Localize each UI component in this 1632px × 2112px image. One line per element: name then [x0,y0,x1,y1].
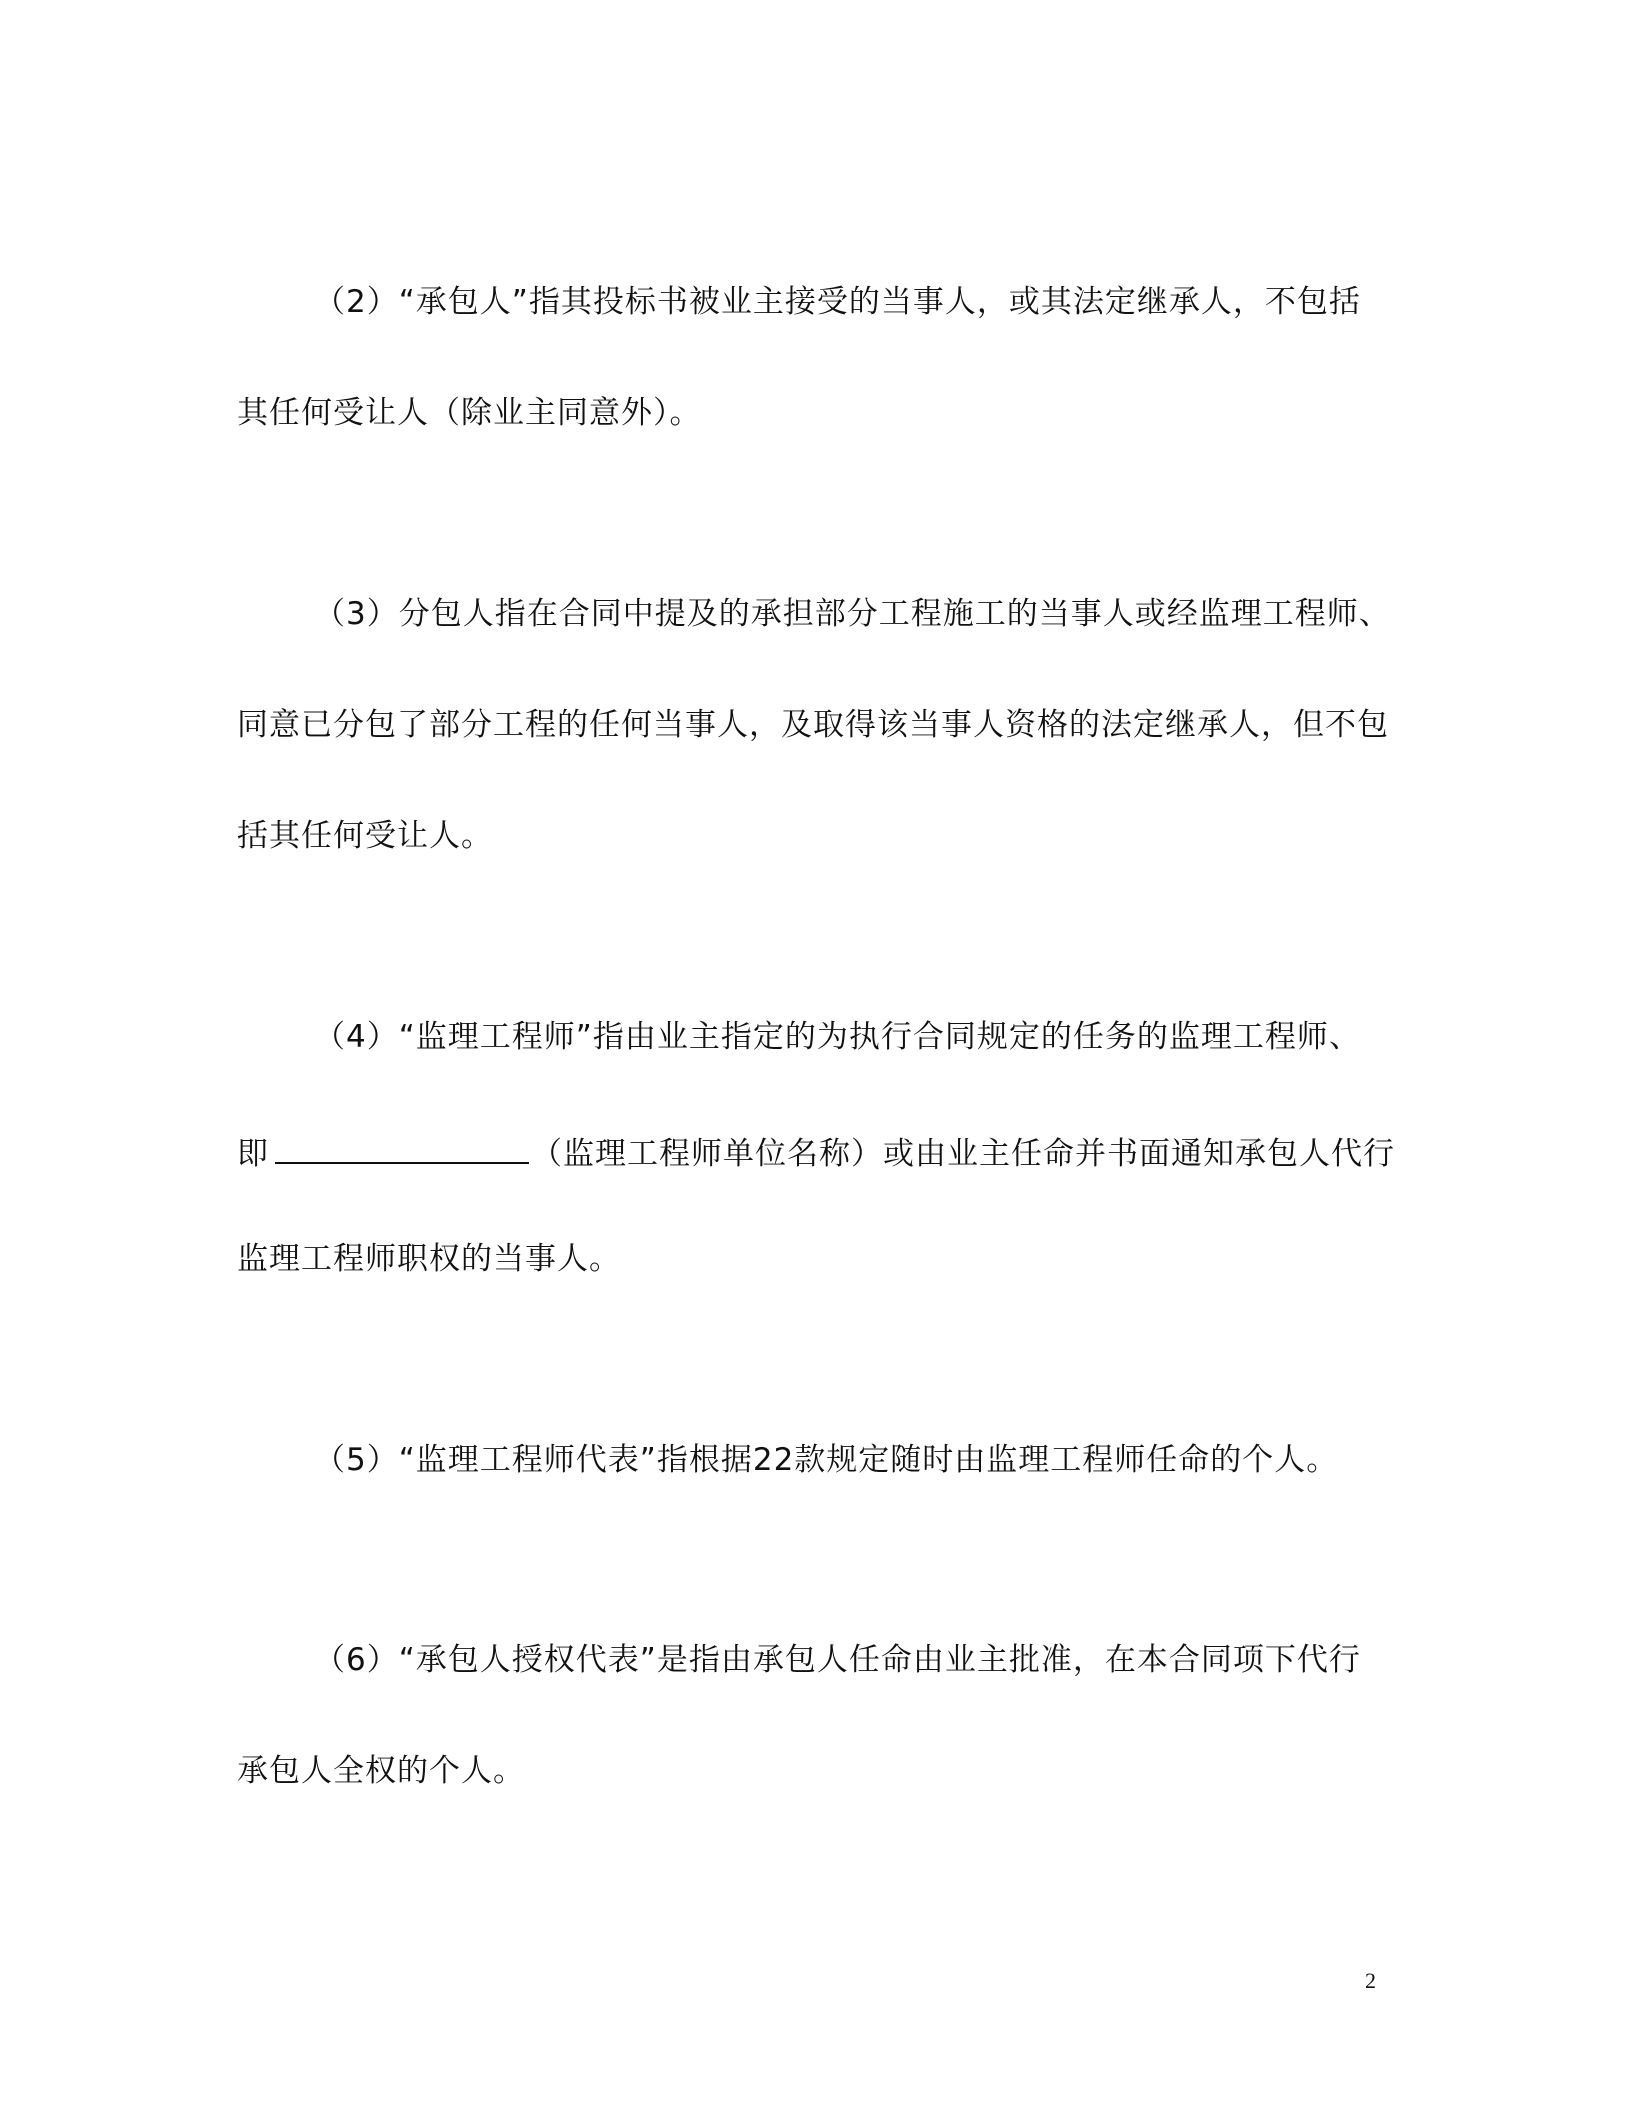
paragraph-6-line-2: 承包人全权的个人。 [237,1753,525,1789]
paragraph-2-line-1: （2）“承包人”指其投标书被业主接受的当事人，或其法定继承人，不包括 [314,284,1361,320]
fill-in-blank-line [275,1128,529,1164]
paragraph-2-line-2: 其任何受让人（除业主同意外）。 [237,395,702,431]
paragraph-4-line-2 [237,1128,1395,1174]
paragraph-6-line-1: （6）“承包人授权代表”是指由承包人任命由业主批准，在本合同项下代行 [314,1642,1361,1678]
paragraph-4-line-2-suffix: （监理工程师单位名称）或由业主任命并书面通知承包人代行 [531,1136,1395,1172]
paragraph-4-line-3: 监理工程师职权的当事人。 [237,1241,621,1277]
paragraph-5-line-1: （5）“监理工程师代表”指根据22款规定随时由监理工程师任命的个人。 [314,1442,1339,1478]
paragraph-3-line-3: 括其任何受让人。 [237,818,493,854]
paragraph-4-line-1: （4）“监理工程师”指由业主指定的为执行合同规定的任务的监理工程师、 [314,1019,1361,1055]
paragraph-4-line-2-prefix: 即 [237,1136,269,1172]
paragraph-3-line-2: 同意已分包了部分工程的任何当事人，及取得该当事人资格的法定继承人，但不包 [237,707,1389,743]
page-number: 2 [1365,1968,1376,1993]
paragraph-3-line-1: （3）分包人指在合同中提及的承担部分工程施工的当事人或经监理工程师、 [314,596,1391,632]
